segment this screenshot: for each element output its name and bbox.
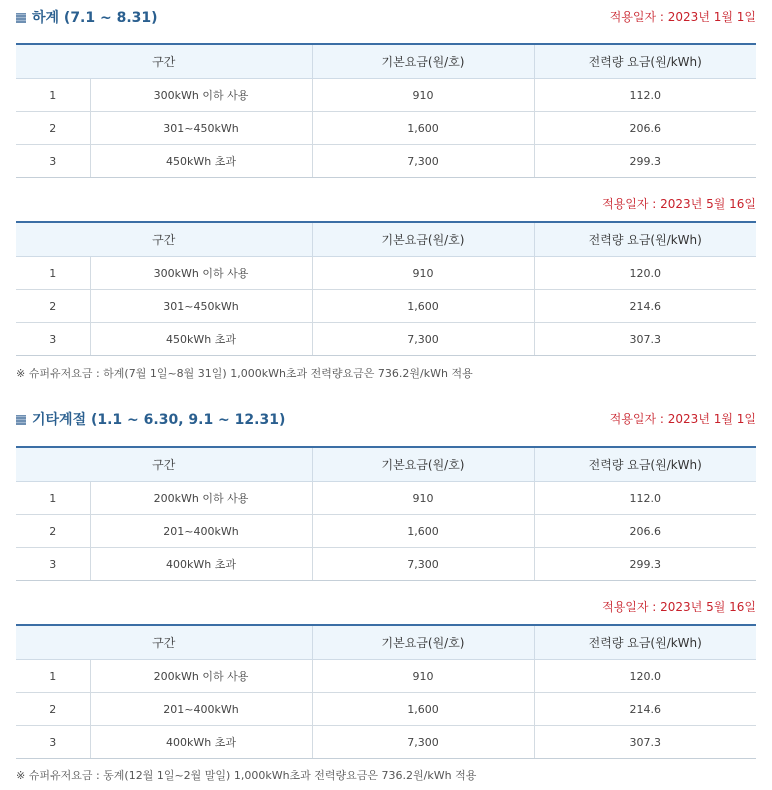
apply-date: 적용일자 : 2023년 5월 16일 bbox=[602, 197, 756, 211]
header-energy-fee: 전력량 요금(원/kWh) bbox=[534, 447, 756, 482]
tier-range: 400kWh 초과 bbox=[90, 726, 312, 759]
header-base-fee: 기본요금(원/호) bbox=[312, 44, 534, 79]
header-base-fee: 기본요금(원/호) bbox=[312, 222, 534, 257]
base-fee: 910 bbox=[312, 482, 534, 515]
energy-fee: 120.0 bbox=[534, 257, 756, 290]
energy-fee: 307.3 bbox=[534, 323, 756, 356]
tier-number: 1 bbox=[16, 482, 90, 515]
tier-number: 2 bbox=[16, 112, 90, 145]
super-user-note: ※ 슈퍼유저요금 : 하계(7월 1일~8월 31일) 1,000kWh초과 전력량요금은 736.2원/kWh 적용 bbox=[16, 367, 473, 380]
table-row bbox=[16, 145, 756, 178]
header-section: 구간 bbox=[16, 447, 312, 482]
tier-range: 300kWh 이하 사용 bbox=[90, 257, 312, 290]
super-user-note: ※ 슈퍼유저요금 : 동계(12월 1일~2월 말일) 1,000kWh초과 전력량요금은 736.2원/kWh 적용 bbox=[16, 769, 477, 782]
table-header-row bbox=[16, 447, 756, 482]
tier-number: 2 bbox=[16, 693, 90, 726]
tier-range: 301~450kWh bbox=[90, 112, 312, 145]
energy-fee: 112.0 bbox=[534, 79, 756, 112]
header-section: 구간 bbox=[16, 44, 312, 79]
rate-table-other-2023-01-01 bbox=[16, 446, 756, 581]
tier-number: 3 bbox=[16, 548, 90, 581]
tier-number: 1 bbox=[16, 257, 90, 290]
energy-fee: 120.0 bbox=[534, 660, 756, 693]
tier-range: 200kWh 이하 사용 bbox=[90, 482, 312, 515]
energy-fee: 214.6 bbox=[534, 290, 756, 323]
apply-date: 적용일자 : 2023년 1월 1일 bbox=[609, 10, 756, 24]
tier-range: 200kWh 이하 사용 bbox=[90, 660, 312, 693]
section-title-summer bbox=[16, 7, 158, 29]
tier-number: 3 bbox=[16, 726, 90, 759]
base-fee: 7,300 bbox=[312, 145, 534, 178]
table-row bbox=[16, 726, 756, 759]
tier-range: 300kWh 이하 사용 bbox=[90, 79, 312, 112]
table-row bbox=[16, 323, 756, 356]
table-row bbox=[16, 290, 756, 323]
table-row bbox=[16, 112, 756, 145]
base-fee: 1,600 bbox=[312, 290, 534, 323]
header-energy-fee: 전력량 요금(원/kWh) bbox=[534, 222, 756, 257]
header-energy-fee: 전력량 요금(원/kWh) bbox=[534, 44, 756, 79]
table-row bbox=[16, 482, 756, 515]
energy-fee: 299.3 bbox=[534, 548, 756, 581]
tier-number: 1 bbox=[16, 79, 90, 112]
table-header-row bbox=[16, 222, 756, 257]
square-bullet-icon bbox=[16, 415, 26, 425]
section-title-text: 기타계절 (1.1 ~ 6.30, 9.1 ~ 12.31) bbox=[32, 412, 286, 428]
tier-range: 400kWh 초과 bbox=[90, 548, 312, 581]
header-energy-fee: 전력량 요금(원/kWh) bbox=[534, 625, 756, 660]
table-header-row bbox=[16, 44, 756, 79]
tier-range: 201~400kWh bbox=[90, 693, 312, 726]
tier-range: 450kWh 초과 bbox=[90, 323, 312, 356]
section-title-other-seasons bbox=[16, 409, 285, 431]
energy-fee: 214.6 bbox=[534, 693, 756, 726]
table-row bbox=[16, 693, 756, 726]
square-bullet-icon bbox=[16, 13, 26, 23]
base-fee: 910 bbox=[312, 257, 534, 290]
tier-range: 301~450kWh bbox=[90, 290, 312, 323]
header-section: 구간 bbox=[16, 222, 312, 257]
tier-number: 1 bbox=[16, 660, 90, 693]
tier-number: 2 bbox=[16, 290, 90, 323]
tier-number: 3 bbox=[16, 145, 90, 178]
energy-fee: 299.3 bbox=[534, 145, 756, 178]
base-fee: 910 bbox=[312, 79, 534, 112]
energy-fee: 206.6 bbox=[534, 112, 756, 145]
apply-date: 적용일자 : 2023년 1월 1일 bbox=[609, 412, 756, 426]
base-fee: 1,600 bbox=[312, 693, 534, 726]
rate-table-summer-2023-05-16 bbox=[16, 221, 756, 356]
base-fee: 7,300 bbox=[312, 726, 534, 759]
energy-fee: 206.6 bbox=[534, 515, 756, 548]
base-fee: 910 bbox=[312, 660, 534, 693]
apply-date: 적용일자 : 2023년 5월 16일 bbox=[602, 600, 756, 614]
energy-fee: 307.3 bbox=[534, 726, 756, 759]
tier-number: 3 bbox=[16, 323, 90, 356]
header-base-fee: 기본요금(원/호) bbox=[312, 447, 534, 482]
base-fee: 7,300 bbox=[312, 323, 534, 356]
base-fee: 1,600 bbox=[312, 515, 534, 548]
table-row bbox=[16, 548, 756, 581]
energy-fee: 112.0 bbox=[534, 482, 756, 515]
header-section: 구간 bbox=[16, 625, 312, 660]
table-row bbox=[16, 79, 756, 112]
header-base-fee: 기본요금(원/호) bbox=[312, 625, 534, 660]
table-header-row bbox=[16, 625, 756, 660]
tier-range: 450kWh 초과 bbox=[90, 145, 312, 178]
tier-number: 2 bbox=[16, 515, 90, 548]
tier-range: 201~400kWh bbox=[90, 515, 312, 548]
base-fee: 7,300 bbox=[312, 548, 534, 581]
table-row bbox=[16, 660, 756, 693]
rate-table-other-2023-05-16 bbox=[16, 624, 756, 759]
base-fee: 1,600 bbox=[312, 112, 534, 145]
rate-table-summer-2023-01-01 bbox=[16, 43, 756, 178]
table-row bbox=[16, 257, 756, 290]
section-title-text: 하계 (7.1 ~ 8.31) bbox=[32, 10, 158, 26]
table-row bbox=[16, 515, 756, 548]
